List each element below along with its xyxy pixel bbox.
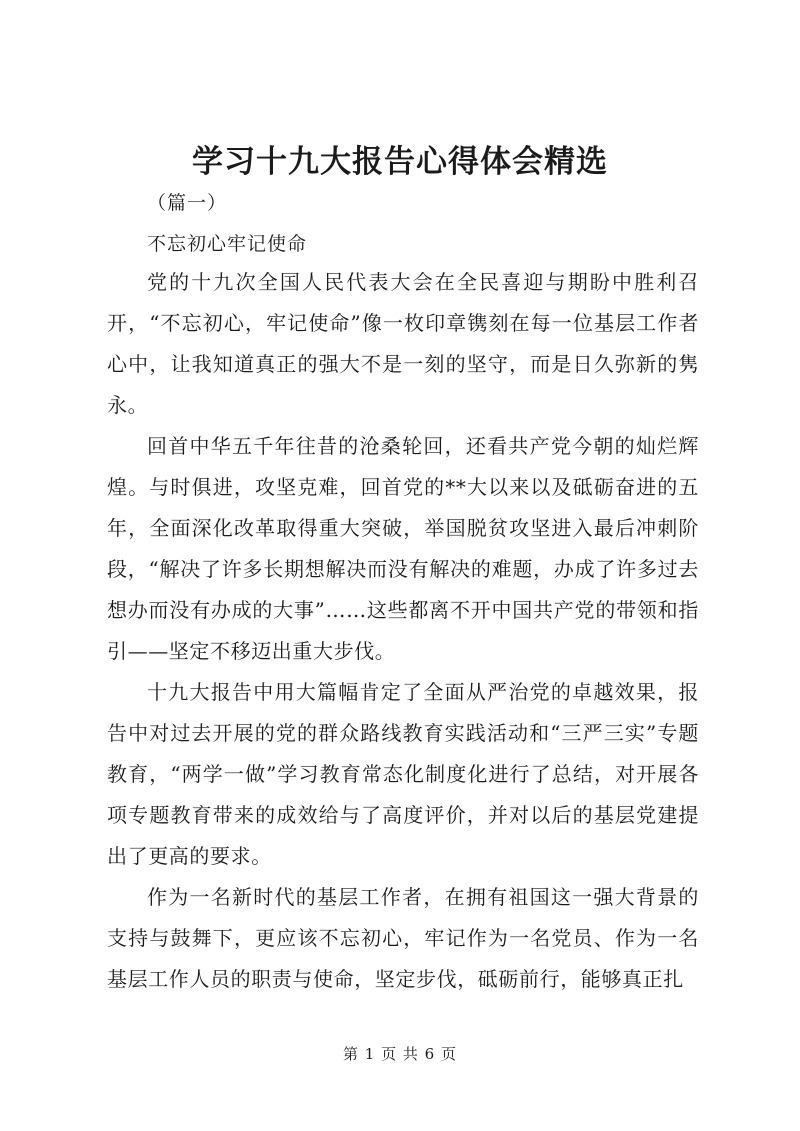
paragraph: 回首中华五千年往昔的沧桑轮回，还看共产党今朝的灿烂辉煌。与时俱进，攻坚克难，回首党的**大以来以及砥砺奋进的五年，全面深化改革取得重大突破，举国脱贫攻坚进入最后冲刺阶段，“解决了许多长期想解决而没有解决的难题，办成了许多过去想办而没有办成的大事”……这些都离不开中国共产党的带领和指引——坚定不移迈出重大步伐。	[107, 434, 699, 663]
paragraph: 作为一名新时代的基层工作者，在拥有祖国这一强大背景的支持与鼓舞下，更应该不忘初心，牢记作为一名党员、作为一名基层工作人员的职责与使命，坚定步伐，砥砺前行，能够真正扎	[107, 885, 699, 991]
paragraph: 党的十九次全国人民代表大会在全民喜迎与期盼中胜利召开，“不忘初心，牢记使命”像一枚印章镌刻在每一位基层工作者心中，让我知道真正的强大不是一刻的坚守，而是日久弥新的隽永。	[107, 270, 699, 417]
document-title: 学习十九大报告心得体会精选	[192, 144, 608, 180]
section-label: （篇一）	[147, 192, 228, 214]
paragraph: 十九大报告中用大篇幅肯定了全面从严治党的卓越效果，报告中对过去开展的党的群众路线教育实践活动和“三严三实”专题教育，“两学一做”学习教育常态化制度化进行了总结，对开展各项专题教育带来的成效给与了高度评价，并对以后的基层党建提出了更高的要求。	[107, 680, 699, 868]
document-body	[107, 262, 699, 1000]
page-footer: 第 1 页 共 6 页	[343, 1045, 457, 1063]
section-subtitle: 不忘初心牢记使命	[147, 233, 308, 255]
